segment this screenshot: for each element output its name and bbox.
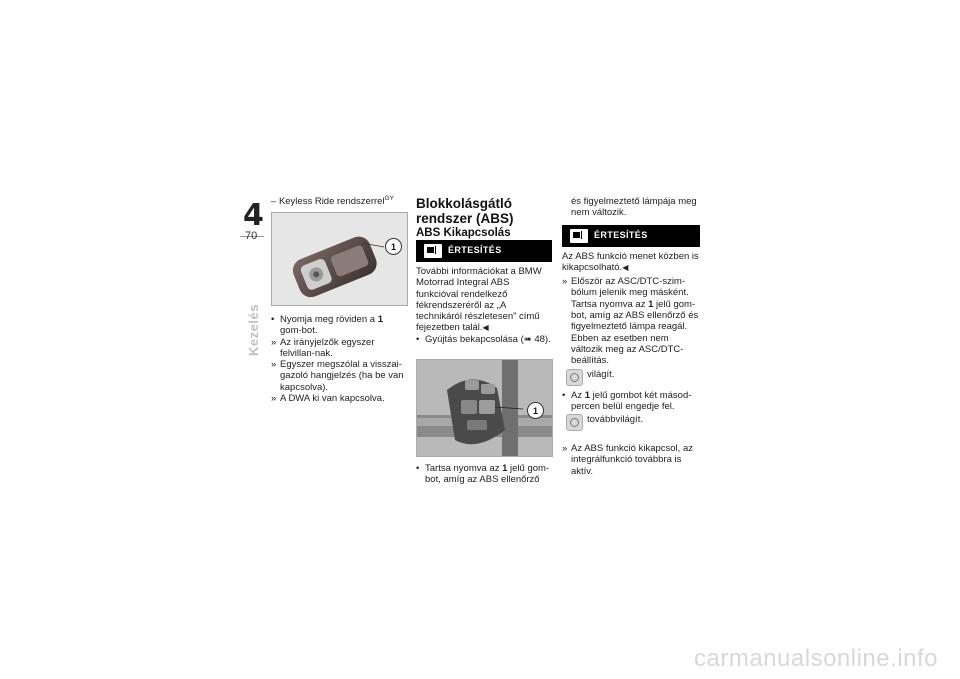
notice-banner-2: ÉRTESÍTÉS [562,225,700,247]
notice-banner: ÉRTESÍTÉS [416,240,552,262]
notice-book-icon [424,244,442,258]
lamp-stays-row [566,414,700,431]
keyless-steps [271,314,407,404]
section-label: Kezelés [246,304,261,356]
abs-warning-lamp-icon [566,369,583,386]
key-fob-photo [271,212,408,306]
continued-text: és figyelmeztető lámpája meg nem változik. [571,196,697,219]
step-release-button: • Az 1 jelű gombot két másod-percen belül engedje fel. [562,390,700,413]
watermark-text: carmanualsonline.info [694,645,938,672]
result-dwa-off: » A DWA ki van kapcsolva. [271,393,407,404]
result-acoustic: » Egyszer megszólal a visszai-gazoló hangjelzés (ha be van kapcsolva). [271,359,407,393]
result-abs-off: » Az ABS funkció kikapcsol, az integrálfunkció továbbra is aktív. [562,443,700,477]
result-asc-dtc: » Először az ASC/DTC-szim-bólum jelenik meg másként. Tartsa nyomva az 1 jelű gom-bot, amíg az ABS ellenőrző és figyelmeztető lámpa reagál. Ebben az esetben nem változik meg az ASC/DTC-beállítás. [562,276,700,366]
lamp-lit-caption: világít. [587,368,615,380]
result-indicators: » Az irányjelzők egyszer felvillan-nak. [271,337,407,360]
keyless-heading: – Keyless Ride rendszerrel$^{GY}$ [271,194,394,207]
end-mark: ◀ [482,323,489,333]
column-abs-continued [562,196,700,477]
notice-text: További információkat a BMW Motorrad Integral ABS funkcióval rendelkező fékrendszeréről az „A technikáról részletesen” című fejezetben talál.◀ [416,266,542,334]
abs-step-press [416,463,552,486]
section-title: Blokkolásgátló rendszer (ABS) [416,196,514,226]
step-ignition: • Gyújtás bekapcsolása (➠ 48). [416,334,552,345]
end-mark: ◀ [622,262,629,272]
step-hold-button: • Tartsa nyomva az 1 jelű gom-bot, amíg az ABS ellenőrző [416,463,552,486]
column-keyless [271,196,407,207]
notice-text-2: Az ABS funkció menet közben is kikapcsolható.◀ [562,250,699,273]
lamp-lit-row [566,369,700,386]
callout-1: 1 [385,238,402,255]
chapter-number: 4 [243,198,264,233]
handlebar-switch-photo [416,359,553,457]
lamp-stays-caption: továbbvilágít. [587,414,643,426]
step-press-button: • Nyomja meg röviden a 1 gom-bot. [271,314,407,337]
abs-warning-lamp-icon [566,414,583,431]
notice-book-icon [570,229,588,243]
section-subtitle: ABS Kikapcsolás [416,227,511,239]
key-fob-illustration [272,213,407,305]
callout-1: 1 [527,402,544,419]
column-abs [416,196,552,345]
page-number: 70 [245,230,258,242]
